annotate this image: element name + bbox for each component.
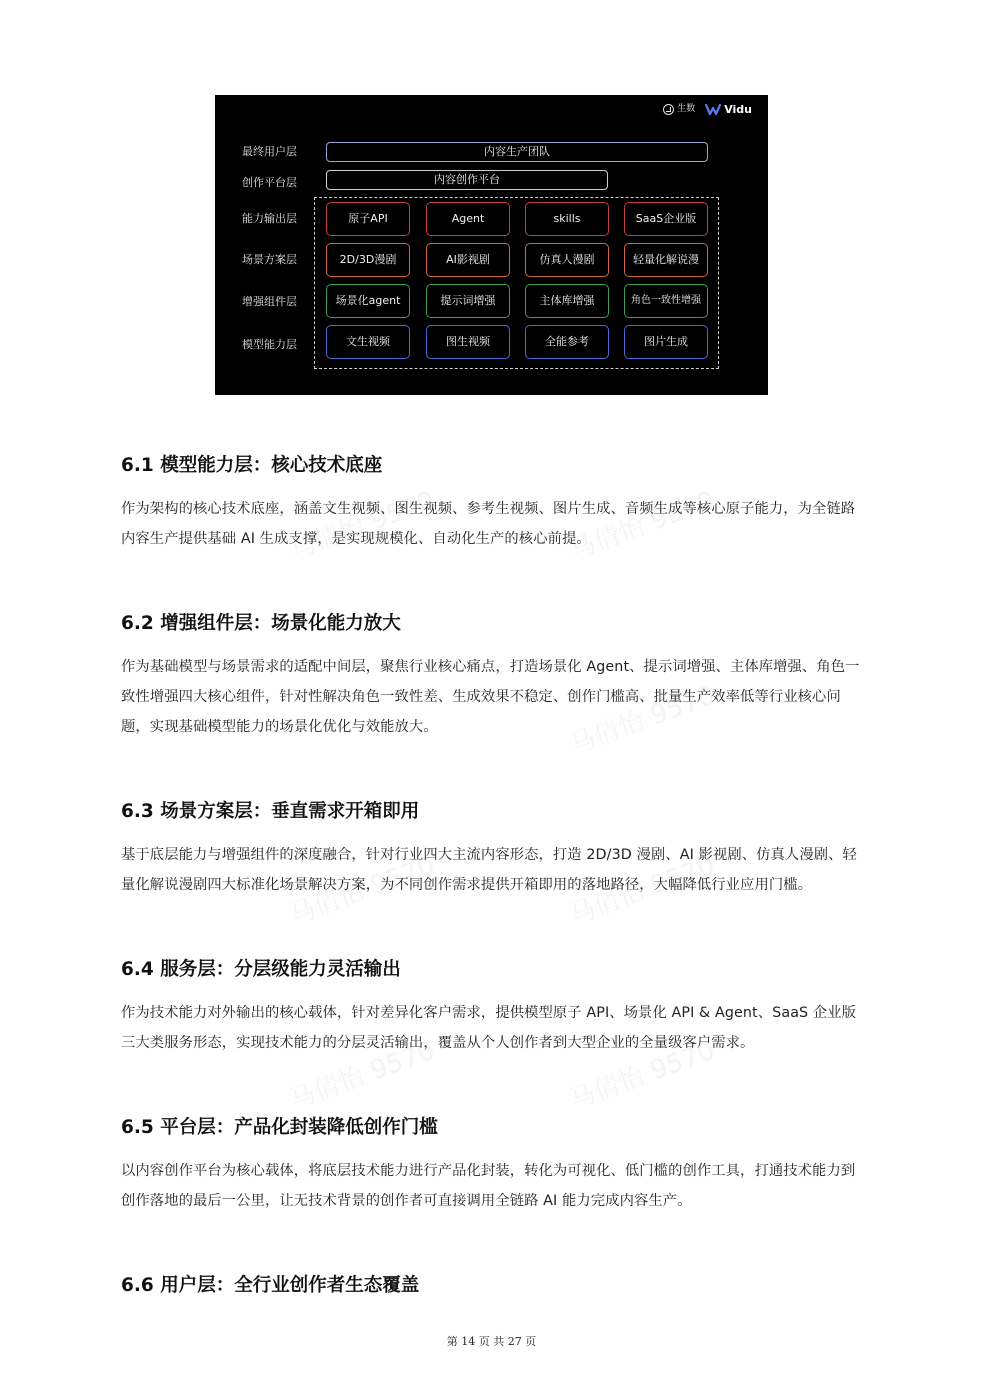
output-cell: SaaS企业版 (624, 202, 708, 236)
platform-box: 内容创作平台 (326, 170, 608, 190)
section-paragraph: 基于底层能力与增强组件的深度融合，针对行业四大主流内容形态，打造 2D/3D 漫剧、AI 影视剧、仿真人漫剧、轻量化解说漫剧四大标准化场景解决方案，为不同创作需求提供开箱即用的落地路径，大幅降低行业应用门槛。 (121, 847, 857, 894)
enhance-cell: 提示词增强 (426, 284, 510, 318)
section-title: 6.1 模型能力层：核心技术底座 (121, 455, 383, 476)
output-cell: Agent (426, 202, 510, 236)
section-title: 6.5 平台层：产品化封装降低创作门槛 (121, 1117, 438, 1138)
enhance-cell: 角色一致性增强 (624, 284, 708, 318)
page-footer: 第 14 页 共 27 页 (446, 1335, 537, 1348)
end-user-box: 内容生产团队 (326, 142, 708, 162)
vidu-logo-text: Vidu (724, 103, 752, 116)
section-paragraph: 作为架构的核心技术底座，涵盖文生视频、图生视频、参考生视频、图片生成、音频生成等核心原子能力，为全链路内容生产提供基础 AI 生成支撑，是实现规模化、自动化生产的核心前提。 (121, 501, 856, 548)
shengshu-logo-icon (663, 104, 674, 115)
section-title: 6.3 场景方案层：垂直需求开箱即用 (121, 801, 420, 822)
model-cell: 图生视频 (426, 325, 510, 359)
model-cell: 图片生成 (624, 325, 708, 359)
shengshu-logo-text: 生数 (677, 104, 696, 114)
logo-group (663, 103, 752, 116)
enhance-cell: 主体库增强 (525, 284, 609, 318)
section-title: 6.2 增强组件层：场景化能力放大 (121, 613, 401, 634)
layer-label-model: 模型能力层 (242, 338, 297, 351)
section-title: 6.6 用户层：全行业创作者生态覆盖 (121, 1275, 420, 1296)
scenario-cell: 轻量化解说漫 (624, 243, 708, 277)
scenario-cell: 仿真人漫剧 (525, 243, 609, 277)
architecture-figure (215, 95, 768, 395)
shengshu-logo (663, 104, 695, 115)
section-paragraph: 作为基础模型与场景需求的适配中间层，聚焦行业核心痛点，打造场景化 Agent、提示词增强、主体库增强、角色一致性增强四大核心组件，针对性解决角色一致性差、生成效果不稳定、创作门槛高、批量生产效率低等行业核心问题，实现基础模型能力的场景化优化与效能放大。 (121, 659, 860, 736)
section-paragraph: 以内容创作平台为核心载体，将底层技术能力进行产品化封装，转化为可视化、低门槛的创作工具，打通技术能力到创作落地的最后一公里，让无技术背景的创作者可直接调用全链路 AI 能力完成内容生产。 (121, 1163, 856, 1210)
scenario-cell: AI影视剧 (426, 243, 510, 277)
section-paragraph: 作为技术能力对外输出的核心载体，针对差异化客户需求，提供模型原子 API、场景化 API & Agent、SaaS 企业版三大类服务形态，实现技术能力的分层灵活输出，覆盖从个人创作者到大型企业的全量级客户需求。 (121, 1005, 857, 1052)
layer-label-enhance: 增强组件层 (242, 295, 297, 308)
layer-label-platform: 创作平台层 (242, 176, 297, 189)
vidu-logo (705, 103, 752, 116)
vidu-logo-icon (705, 104, 721, 115)
layer-label-end-user: 最终用户层 (242, 145, 297, 158)
output-cell: 原子API (326, 202, 410, 236)
model-cell: 文生视频 (326, 325, 410, 359)
layer-label-scenario: 场景方案层 (242, 253, 297, 266)
output-cell: skills (525, 202, 609, 236)
layer-label-output: 能力输出层 (242, 212, 297, 225)
model-cell: 全能参考 (525, 325, 609, 359)
section-title: 6.4 服务层：分层级能力灵活输出 (121, 959, 401, 980)
scenario-cell: 2D/3D漫剧 (326, 243, 410, 277)
enhance-cell: 场景化agent (326, 284, 410, 318)
